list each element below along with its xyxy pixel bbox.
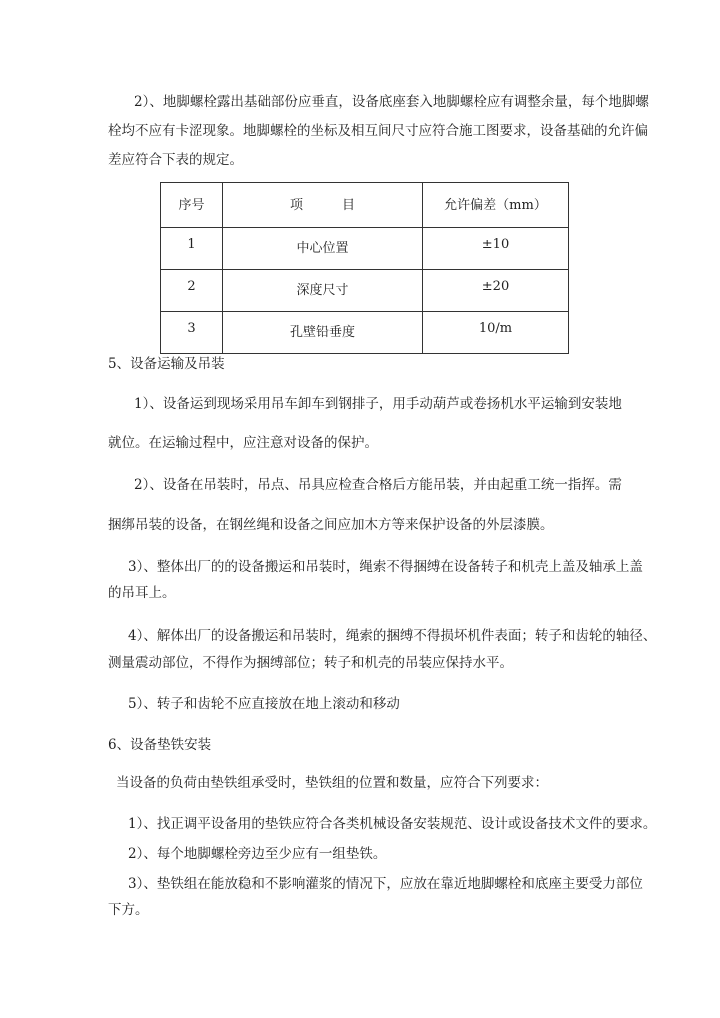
header-no: 序号 <box>161 183 223 228</box>
cell-tolerance: ±10 <box>423 228 569 270</box>
cell-no: 1 <box>161 228 223 270</box>
section-6-heading: 6、设备垫铁安装 <box>108 737 212 753</box>
s5-p3-line-2: 的吊耳上。 <box>108 585 176 601</box>
table-row <box>161 270 569 312</box>
s6-item-3-line-2: 下方。 <box>108 902 149 918</box>
intro-line-1: 2）、地脚螺栓露出基础部份应垂直，设备底座套入地脚螺栓应有调整余量，每个地脚螺 <box>134 94 649 110</box>
table-header-row <box>161 183 569 228</box>
table-row <box>161 312 569 354</box>
cell-item: 中心位置 <box>223 228 423 270</box>
section-5-heading: 5、设备运输及吊装 <box>108 356 225 372</box>
cell-tolerance: 10/m <box>423 312 569 354</box>
intro-line-2: 栓均不应有卡涩现象。地脚螺栓的坐标及相互间尺寸应符合施工图要求，设备基础的允许偏 <box>108 123 648 139</box>
s6-item-1: 1）、找正调平设备用的垫铁应符合各类机械设备安装规范、设计或设备技术文件的要求。 <box>128 816 657 832</box>
header-tolerance: 允许偏差（mm） <box>423 183 569 228</box>
header-item: 项 目 <box>223 183 423 228</box>
s6-intro: 当设备的负荷由垫铁组承受时，垫铁组的位置和数量，应符合下列要求： <box>116 775 548 791</box>
s5-p1-line-2: 就位。在运输过程中，应注意对设备的保护。 <box>108 435 378 451</box>
cell-no: 2 <box>161 270 223 312</box>
s6-item-2: 2）、每个地脚螺栓旁边至少应有一组垫铁。 <box>128 846 387 862</box>
s5-p5: 5）、转子和齿轮不应直接放在地上滚动和移动 <box>128 696 400 712</box>
intro-line-3: 差应符合下表的规定。 <box>108 152 243 168</box>
s6-item-3-line-1: 3）、垫铁组在能放稳和不影响灌浆的情况下，应放在靠近地脚螺栓和底座主要受力部位 <box>128 876 643 892</box>
s5-p3-line-1: 3）、整体出厂的的设备搬运和吊装时，绳索不得捆缚在设备转子和机壳上盖及轴承上盖 <box>128 559 643 575</box>
cell-no: 3 <box>161 312 223 354</box>
s5-p4-line-1: 4）、解体出厂的设备搬运和吊装时，绳索的捆缚不得损坏机件表面；转子和齿轮的轴径、 <box>128 628 657 644</box>
cell-item: 深度尺寸 <box>223 270 423 312</box>
cell-item: 孔壁铅垂度 <box>223 312 423 354</box>
s5-p1-line-1: 1）、设备运到现场采用吊车卸车到钢排子，用手动葫芦或卷扬机水平运输到安装地 <box>134 396 622 412</box>
tolerance-table <box>160 182 569 354</box>
s5-p4-line-2: 测量震动部位，不得作为捆缚部位；转子和机壳的吊装应保持水平。 <box>108 655 513 671</box>
s5-p2-line-1: 2）、设备在吊装时，吊点、吊具应检查合格后方能吊装，并由起重工统一指挥。需 <box>134 477 622 493</box>
s5-p2-line-2: 捆绑吊装的设备，在钢丝绳和设备之间应加木方等来保护设备的外层漆膜。 <box>108 517 554 533</box>
cell-tolerance: ±20 <box>423 270 569 312</box>
table-row <box>161 228 569 270</box>
